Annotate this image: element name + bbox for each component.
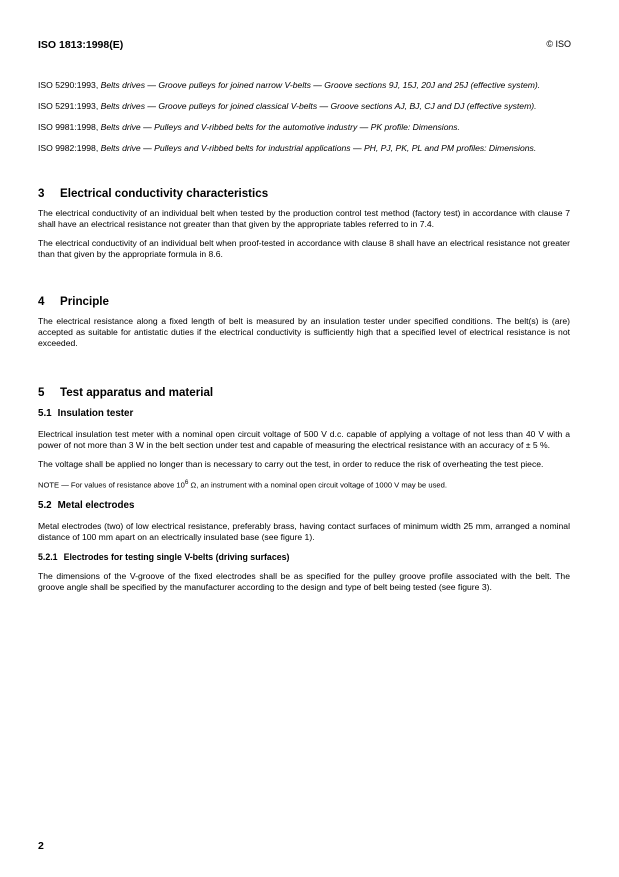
reference-title: Belts drive — Pulleys and V-ribbed belts for industrial applications — PH, PJ, PK, PL and PM profiles: Dimensions. <box>100 143 537 153</box>
document-id: ISO 1813:1998(E) <box>38 39 124 51</box>
note <box>38 478 570 491</box>
section-4-heading <box>38 295 570 308</box>
reference-item <box>38 143 570 154</box>
copyright: © ISO <box>546 39 571 49</box>
page-number: 2 <box>38 840 44 852</box>
note-text-end: Ω, an instrument with a nominal open circuit voltage of 1000 V may be used. <box>188 480 447 490</box>
section-number: 5.2 <box>38 499 52 511</box>
note-exponent: 6 <box>184 479 189 486</box>
section-number: 5.1 <box>38 408 52 419</box>
reference-title: Belts drive — Pulleys and V-ribbed belts for the automotive industry — PK profile: Dimensions. <box>100 122 460 132</box>
section-3-heading <box>38 187 570 200</box>
section-number: 3 <box>38 187 45 200</box>
section-title: Metal electrodes <box>57 499 135 511</box>
section-number: 5 <box>38 386 45 399</box>
section-5-1-paragraph-1: Electrical insulation test meter with a nominal open circuit voltage of 500 V d.c. capable of applying a voltage of not less than 40 V with a power of not more than 3 W in the belt section under test and capable of measuring the electrical resistance with an accuracy of ± 5 %. <box>38 429 570 450</box>
note-text-start: NOTE — For values of resistance above 10 <box>38 480 185 490</box>
section-title: Electrical conductivity characteristics <box>60 187 269 200</box>
section-5-1-paragraph-2: The voltage shall be applied no longer than is necessary to carry out the test, in order to reduce the risk of overheating the test piece. <box>38 459 544 469</box>
section-number: 5.2.1 <box>38 551 58 562</box>
section-5-2-paragraph-1: Metal electrodes (two) of low electrical resistance, preferably brass, having contact surfaces of minimum width 25 mm, arranged a nominal distance of 100 mm apart on an electrically insulated base (see figure 1). <box>38 520 570 542</box>
section-5-2-1-heading <box>38 552 570 562</box>
section-title: Test apparatus and material <box>60 386 214 399</box>
section-title: Principle <box>60 295 109 308</box>
reference-item <box>38 80 570 91</box>
section-3-paragraph-2: The electrical conductivity of an individual belt when proof-tested in accordance with clause 8 shall have an electrical resistance not greater than that given by the appropriate formula in 8.6. <box>38 238 570 259</box>
reference-code: ISO 9982:1998, <box>38 143 99 153</box>
reference-title: Belts drives — Groove pulleys for joined narrow V-belts — Groove sections 9J, 15J, 20J and 25J (effective system). <box>100 80 541 90</box>
section-4-paragraph-1: The electrical resistance along a fixed length of belt is measured by an insulation tester under specified conditions. The belt(s) is (are) accepted as suitable for antistatic duties if the electrical conductivity is sufficiently high that a specified level of electrical resistance is not exceeded. <box>38 316 570 348</box>
reference-title: Belts drives — Groove pulleys for joined classical V-belts — Groove sections AJ, BJ, CJ and DJ (effective system). <box>100 101 537 111</box>
section-title: Insulation tester <box>57 408 134 419</box>
section-3-paragraph-1: The electrical conductivity of an individual belt when tested by the production control test method (factory test) in accordance with clause 7 shall have an electrical resistance not greater than that given by the appropriate tables referred to in 7.4. <box>38 208 570 229</box>
section-5-heading <box>38 386 570 399</box>
page-content <box>38 80 570 593</box>
section-5-1-heading <box>38 408 570 419</box>
reference-code: ISO 5291:1993, <box>38 101 99 111</box>
reference-code: ISO 9981:1998, <box>38 122 99 132</box>
reference-item <box>38 101 570 112</box>
reference-code: ISO 5290:1993, <box>38 80 99 90</box>
section-5-2-1-paragraph-1: The dimensions of the V-groove of the fixed electrodes shall be as specified for the pulley groove profile associated with the belt. The groove angle shall be specified by the manufacturer according to the design and type of belt being tested (see figure 3). <box>38 570 570 592</box>
section-number: 4 <box>38 295 45 308</box>
reference-item <box>38 122 570 133</box>
section-5-2-heading <box>38 500 570 511</box>
section-title: Electrodes for testing single V-belts (driving surfaces) <box>63 551 290 562</box>
